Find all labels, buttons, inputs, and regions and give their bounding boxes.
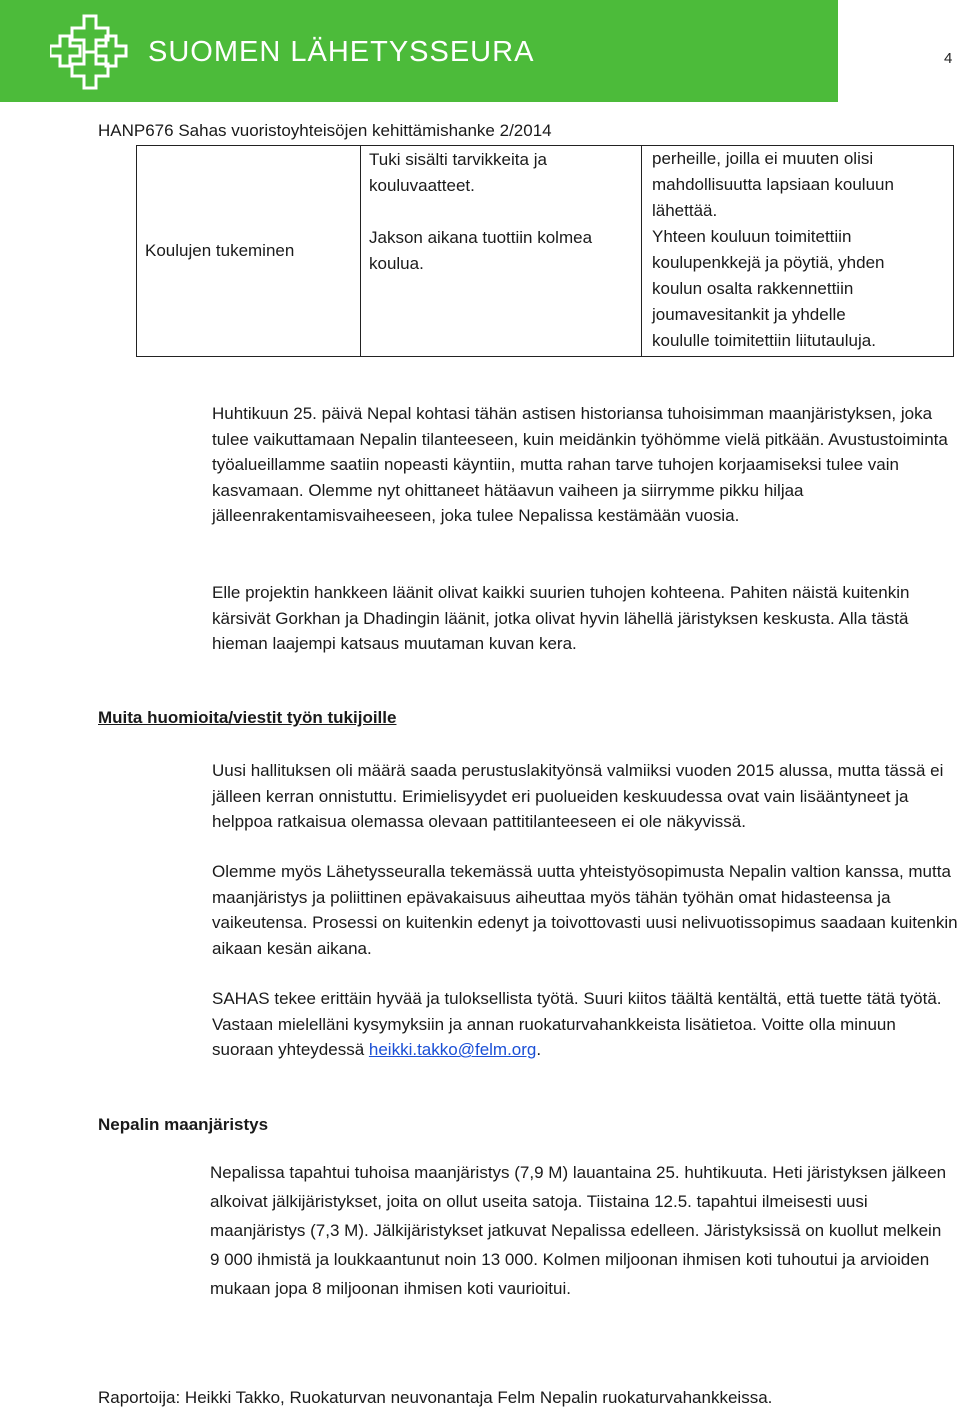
email-link[interactable]: heikki.takko@felm.org: [368, 1040, 537, 1059]
cross-logo-icon: [50, 12, 134, 90]
table-cell-results: [642, 146, 954, 357]
page-number: 4: [944, 50, 953, 67]
category-label: Koulujen tukeminen: [145, 241, 295, 260]
footer-reporter: Raportoija: Heikki Takko, Ruokaturvan neuvonantaja Felm Nepalin ruokaturvahankkeissa.: [98, 1388, 773, 1407]
result-line: koululle toimitettiin liitutauluja.: [652, 331, 876, 350]
result-line: joumavesitankit ja yhdelle: [652, 305, 846, 324]
paragraph-thanks: [212, 986, 960, 1063]
activity-line: koulua.: [369, 254, 424, 273]
table-cell-activities: [361, 146, 642, 357]
paragraph-earthquake-intro: Huhtikuun 25. päivä Nepal kohtasi tähän astisen historiansa tuhoisimman maanjäristyksen, joka tulee vaikuttamaan Nepalin tilanteeseen, kuin meidänkin työhömme vielä pitkään. Avustustoiminta työalueillamme saatiin nopeasti käyntiin, mutta rahan tarve tuhojen korjaamiseksi tulee vain kasvamaan. Olemme nyt ohittaneet hätäavun vaiheen ja siirrymme pikku hiljaa jälleenrakentamisvaiheeseen, joka tulee Nepalissa kestämään vuosia.: [212, 404, 948, 525]
paragraph-project-areas: Elle projektin hankkeen läänit olivat kaikki suurien tuhojen kohteena. Pahiten näistä kuitenkin kärsivät Gorkhan ja Dhadingin läänit, jotka olivat hyvin lähellä järistyksen keskusta. Alla tästä hieman laajempi katsaus muutaman kuvan kera.: [212, 583, 910, 653]
result-line: koulun osalta rakkennettiin: [652, 279, 854, 298]
section-heading-nepal: Nepalin maanjäristys: [98, 1115, 269, 1134]
result-line: Yhteen kouluun toimitettiin: [652, 227, 852, 246]
result-line: koulupenkkejä ja pöytiä, yhden: [652, 253, 885, 272]
result-line: mahdollisuutta lapsiaan kouluun: [652, 175, 894, 194]
result-line: lähettää.: [652, 201, 718, 220]
activity-line: Tuki sisälti tarvikkeita ja: [369, 150, 547, 169]
thanks-end: .: [536, 1040, 542, 1059]
activity-line: Jakson aikana tuottiin kolmea: [369, 228, 593, 247]
activity-line: kouluvaatteet.: [369, 176, 475, 195]
table-row: [137, 146, 954, 357]
thanks-text: SAHAS tekee erittäin hyvää ja tuloksellista työtä. Suuri kiitos täältä kentältä, että tuette tätä työtä. Vastaan mielelläni kysymyksiin ja annan ruokaturvahankkeista lisätietoa. Voitte olla minuun suoraan yhteydessä: [212, 989, 942, 1059]
table-cell-category: [137, 146, 361, 357]
paragraph-nepal-earthquake: Nepalissa tapahtui tuhoisa maanjäristys (7,9 M) lauantaina 25. huhtikuuta. Heti järistyksen jälkeen alkoivat jälkijäristykset, joita on ollut useita satoja. Tiistaina 12.5. tapahtui ilmeisesti uusi maanjäristys (7,3 M). Jälkijäristykset jatkuvat Nepalissa edelleen. Järistyksissä on kuollut melkein 9 000 ihmistä ja loukkaantunut noin 13 000. Kolmen miljoonan ihmisen koti tuhoutui ja arvioiden mukaan jopa 8 miljoonan ihmisen koti vaurioitui.: [210, 1163, 947, 1298]
org-name: SUOMEN LÄHETYSSEURA: [148, 36, 535, 68]
header-band: [0, 0, 838, 102]
activity-table: [136, 145, 954, 357]
result-line: perheille, joilla ei muuten olisi: [652, 149, 874, 168]
paragraph-agreement: Olemme myös Lähetysseuralla tekemässä uutta yhteistyösopimusta Nepalin valtion kanssa, mutta maanjäristys ja poliittinen epävakaisuus aiheuttaa myös tähän työhän omat hidasteensa ja vaikeutensa. Prosessi on kuitenkin edenyt ja toivottovasti uusi nelivuotissopimus saadaan kuitenkin aikaan kesän aikana.: [212, 862, 958, 958]
paragraph-constitution: Uusi hallituksen oli määrä saada perustuslakityönsä valmiiksi vuoden 2015 alussa, mutta tässä ei jälleen kerran onnistuttu. Erimielisyydet eri puolueiden keskuudessa ovat vain lisääntyneet ja helppoa ratkaisua olemassa olevaan pattitilanteeseen ei ole näkyvissä.: [212, 761, 944, 831]
section-heading-misc: Muita huomioita/viestit työn tukijoille: [98, 708, 397, 727]
project-title: HANP676 Sahas vuoristoyhteisöjen kehittämishanke 2/2014: [98, 121, 552, 140]
